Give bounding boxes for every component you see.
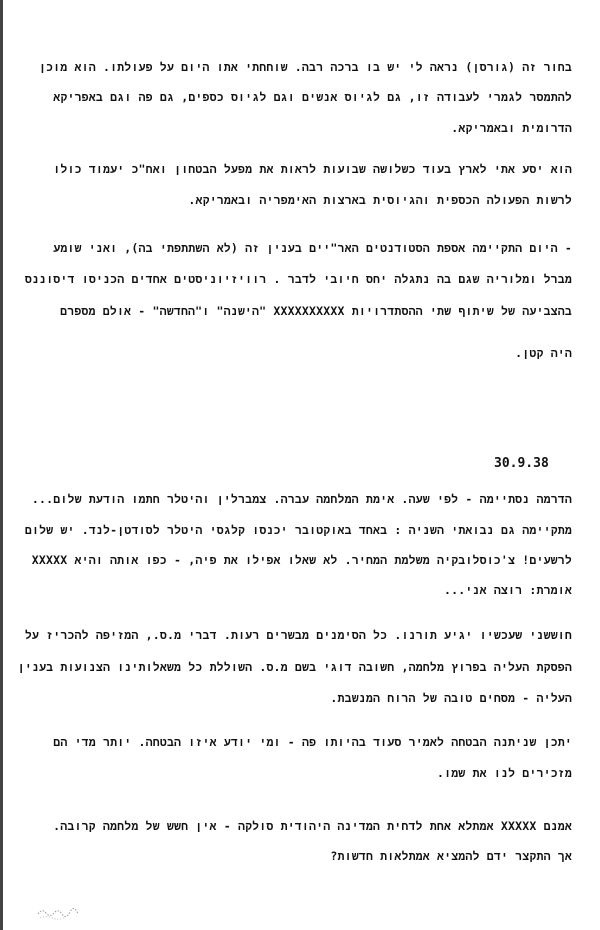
paragraph-3-line-1: - היום התקיימה אספת הסטודנטים האר"יים בענין זה (לא השתתפתי בה), ואני שומע bbox=[53, 241, 572, 255]
paragraph-2-line-1: הוא יסע אתי לארץ בעוד כשלושה שבועות לראות את מפעל הבטחון ואח"כ יעמוד כולו bbox=[53, 162, 572, 176]
paragraph-5-line-1: חוששני שעכשיו יגיע תורנו. כל הסימנים מבשרים רעות. דברי מ.ס., המזיפה להכריז על bbox=[24, 628, 572, 642]
paragraph-4-line-1: הדרמה נסתיימה - לפי שעה. אימת המלחמה עברה. צמברלין והיטלר חתמו הודעת שלום... bbox=[31, 492, 572, 506]
paragraph-4-line-2: מתקיימה גם נבואתי השניה : באחד באוקטובר יכנסו קלגסי היטלר לסודטן-לנד. יש שלום bbox=[24, 523, 572, 537]
paragraph-3-line-4: היה קטן. bbox=[515, 346, 572, 360]
paragraph-2-line-2: לרשות הפעולה הכספית והגיוסית בארצות האימפריה ובאמריקא. bbox=[188, 193, 572, 207]
scan-edge bbox=[0, 0, 3, 930]
paragraph-6-line-2: מזכירים לנו את שמו. bbox=[436, 766, 572, 780]
paragraph-4-line-3: לרשעים! צ'כוסלובקיה משלמת המחיר. לא שאלו אפילו את פיה, - כפו אותה והיא XXXXX bbox=[31, 553, 572, 567]
paragraph-5-line-2: הפסקת העליה בפרוץ מלחמה, חשובה דוגי בשם מ.ס. השוללת כל משאלותינו הצנועות בענין bbox=[17, 660, 572, 674]
paragraph-1-line-3: הדרומית ובאמריקא. bbox=[451, 121, 572, 135]
paragraph-7-line-1: אמנם XXXXX אמתלא אחת לדחית המדינה היהודית סולקה - אין חשש של מלחמה קרובה. bbox=[53, 819, 572, 833]
paragraph-3-line-2: מברל ומלוריה שגם בה נתגלה יחס חיובי לדבר . רוויזיוניסטים אחדים הכניסו דיסוננס bbox=[24, 272, 572, 286]
paragraph-6-line-1: יתכן שניתנה הבטחה לאמיר סעוד בהיותו פה - ומי יודע איזו הבטחה. יותר מדי הם bbox=[53, 735, 572, 749]
paragraph-1-line-2: להתמסר לגמרי לעבודה זו, גם לגיוס אנשים וגם לגיוס כספים, גם פה וגם באפריקא bbox=[53, 90, 572, 104]
paragraph-5-line-3: העליה - מסחים טובה של הרוח המנשבת. bbox=[330, 691, 572, 705]
paragraph-4-line-4: אומרת: רוצה אני... bbox=[444, 583, 572, 597]
paragraph-7-line-2: אך התקצר ידם להמציא אמתלאות חדשות? bbox=[330, 849, 572, 863]
paragraph-3-line-3: בהצביעה של שיתוף שתי ההסתדרויות XXXXXXXXXX "הישנה" ו"החדשה" - אולם מספרם bbox=[60, 304, 572, 318]
entry-date: 30.9.38 bbox=[494, 456, 549, 471]
scan-smudge-mark bbox=[36, 904, 80, 922]
paragraph-1-line-1: בחור זה (גורסן) נראה לי יש בו ברכה רבה. שוחחתי אתו היום על פעולתו. הוא מוכן bbox=[38, 60, 572, 74]
